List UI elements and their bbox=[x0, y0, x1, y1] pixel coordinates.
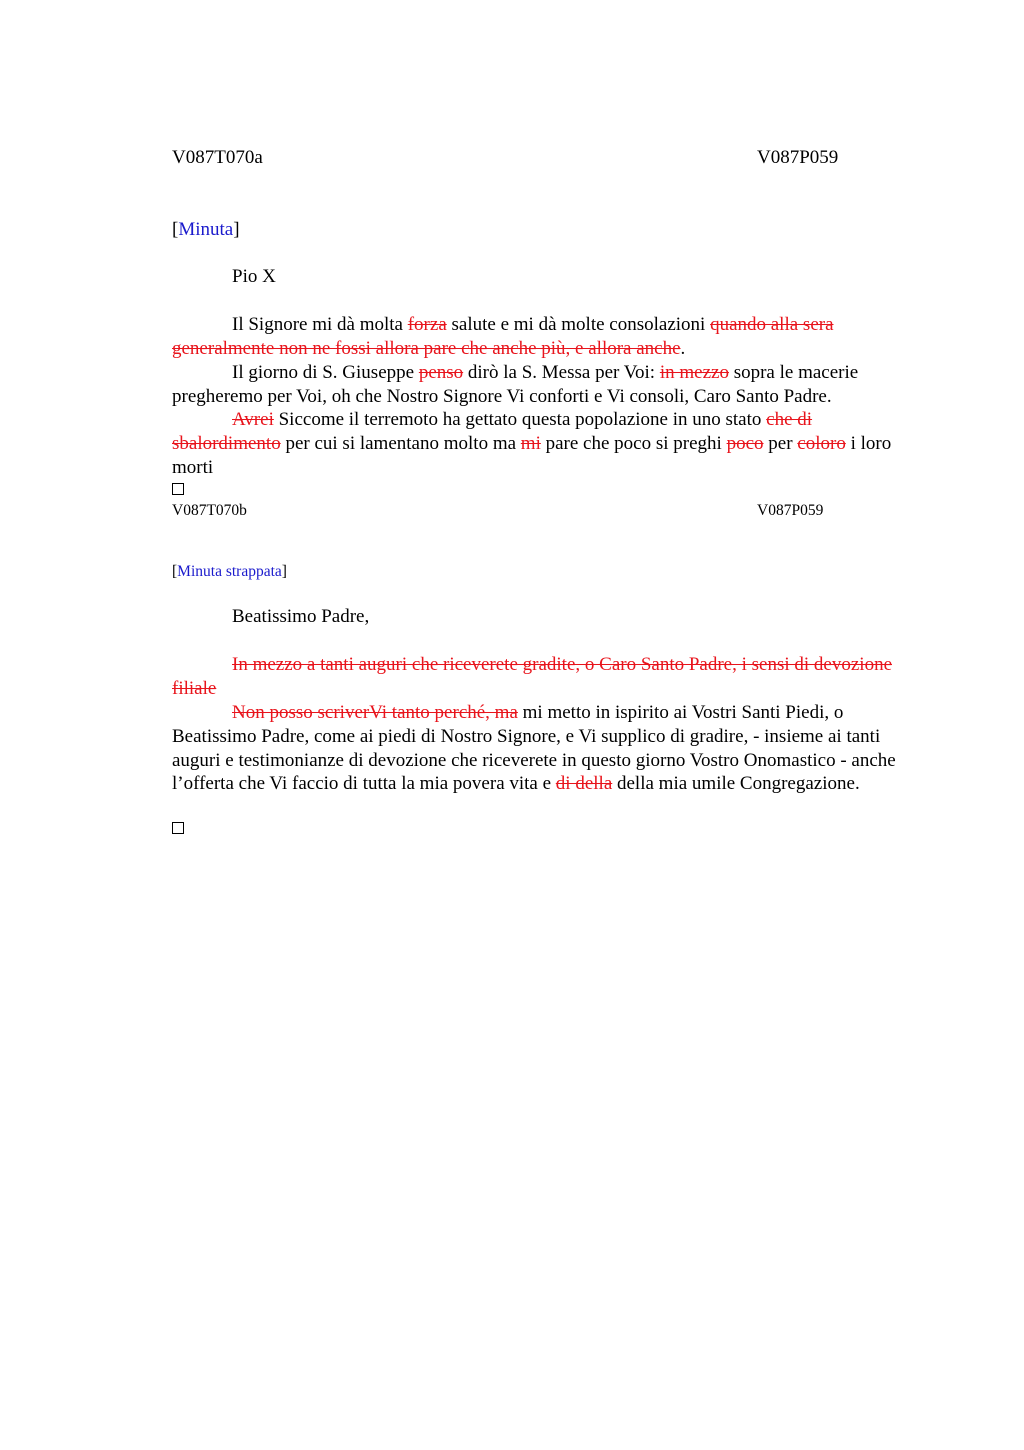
letter-b-note-label: Minuta strappata bbox=[177, 563, 282, 580]
note-bracket-open: [ bbox=[172, 219, 179, 240]
letter-a-code-right: V087P059 bbox=[757, 147, 839, 168]
letter-b-header bbox=[172, 501, 917, 521]
text: dirò la S. Messa per Voi: bbox=[463, 362, 660, 383]
deleted-text: Avrei bbox=[232, 409, 274, 430]
text: Siccome il terremoto ha gettato questa popolazione in uno stato bbox=[273, 409, 767, 430]
deleted-text: poco bbox=[726, 432, 764, 454]
note-bracket-close: ] bbox=[281, 563, 287, 580]
letter-b-paragraph-1 bbox=[172, 653, 917, 701]
letter-b-editorial-note bbox=[172, 562, 287, 582]
deleted-text: quando alla sera generalmente non ne fossi allora pare che anche più, e allora anche bbox=[172, 314, 834, 359]
note-bracket-open: [ bbox=[172, 563, 178, 580]
deleted-text: che di sbalordimento bbox=[172, 409, 813, 454]
deleted-text: coloro bbox=[797, 432, 846, 454]
deleted-text: forza bbox=[407, 314, 447, 335]
deleted-text: penso bbox=[418, 362, 464, 383]
letter-a-paragraph-3 bbox=[172, 408, 917, 479]
text: per bbox=[763, 432, 798, 454]
letter-b-code-right: V087P059 bbox=[757, 502, 824, 519]
letter-b-salutation: Beatissimo Padre, bbox=[232, 606, 370, 627]
text: i loro morti bbox=[172, 432, 892, 478]
letter-a-recipient: Pio X bbox=[232, 266, 276, 287]
letter-a-header bbox=[172, 146, 917, 170]
deleted-text: in mezzo bbox=[659, 362, 729, 383]
letter-a-code-left: V087T070a bbox=[172, 147, 263, 168]
note-bracket-close: ] bbox=[233, 219, 240, 240]
deleted-text: In mezzo a tanti auguri che riceverete gradite, o Caro Santo Padre, i sensi di devozione filiale bbox=[172, 654, 892, 699]
letter-b-code-left: V087T070b bbox=[172, 502, 247, 519]
letter-b-paragraph-2 bbox=[172, 701, 917, 796]
text: salute e mi dà molte consolazioni bbox=[446, 314, 711, 335]
text: pare che poco si preghi bbox=[540, 432, 727, 454]
letter-a-end-mark bbox=[172, 483, 184, 495]
text: . bbox=[680, 337, 686, 359]
text: della mia umile Congregazione. bbox=[612, 773, 860, 795]
text: mi metto in ispirito ai Vostri Santi Piedi, o Beatissimo Padre, come ai piedi di Nostro Signore, e Vi supplico di gradire, - insieme ai tanti auguri e testimonianze di devozione che riceverete in questo giorno Vostro Onomastico - anche l’offerta che Vi faccio di tutta la mia povera vita e bbox=[172, 702, 896, 795]
text: sopra le macerie pregheremo per Voi, oh che Nostro Signore Vi conforti e Vi consoli, Caro Santo Padre. bbox=[172, 362, 859, 407]
deleted-text: Non posso scriverVi tanto perché, ma bbox=[232, 702, 518, 723]
text: per cui si lamentano molto ma bbox=[280, 432, 521, 454]
letter-a-editorial-note bbox=[172, 218, 240, 242]
letter-a-note-label: Minuta bbox=[178, 219, 234, 240]
text: Il giorno di S. Giuseppe bbox=[232, 362, 419, 383]
text: Il Signore mi dà molta bbox=[232, 314, 408, 335]
letter-a-paragraph-1 bbox=[172, 313, 917, 361]
letter-a-paragraph-2 bbox=[172, 361, 917, 409]
deleted-text: di della bbox=[555, 773, 613, 795]
deleted-text: mi bbox=[520, 432, 541, 454]
letter-b-end-mark bbox=[172, 822, 184, 834]
